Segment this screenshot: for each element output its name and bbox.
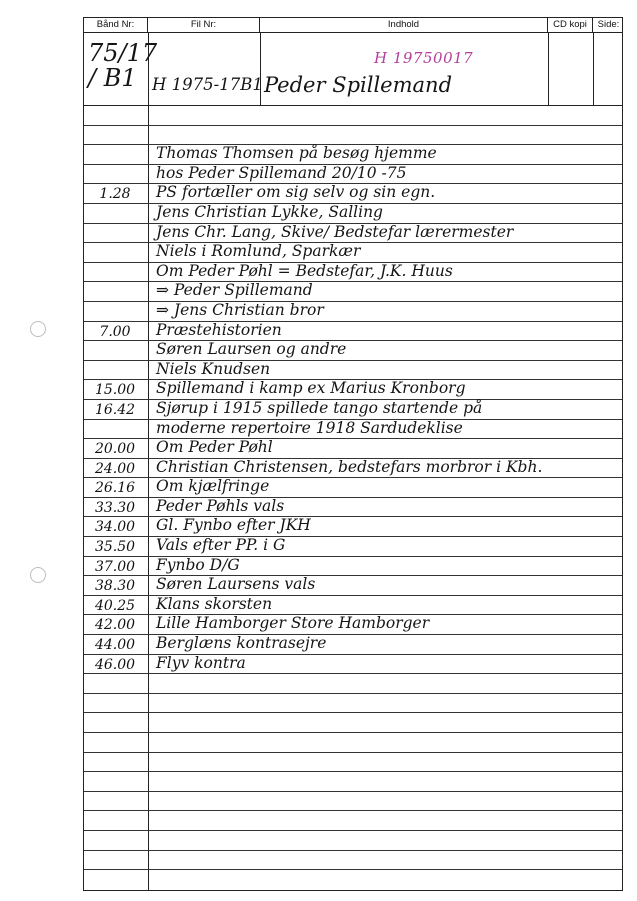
- entry-title: Peder Spillemand: [264, 73, 453, 97]
- table-row: [84, 851, 622, 871]
- row-text: Christian Christensen, bedstefars morbror i Kbh.: [156, 457, 543, 476]
- row-text: Vals efter PP. i G: [156, 536, 286, 555]
- row-time: 46.00: [94, 656, 136, 673]
- table-row: [84, 655, 622, 675]
- row-text: ⇒ Jens Christian bror: [156, 300, 324, 319]
- row-text: Sjørup i 1915 spillede tango startende på: [156, 398, 483, 417]
- row-time: 15.00: [94, 382, 136, 399]
- table-row: [84, 694, 622, 714]
- header-indhold: Indhold: [260, 18, 548, 32]
- row-text: Fynbo D/G: [156, 555, 240, 574]
- table-row: [84, 713, 622, 733]
- row-time: 37.00: [94, 558, 136, 575]
- table-row: [84, 674, 622, 694]
- row-text: Spillemand i kamp ex Marius Kronborg: [156, 379, 466, 398]
- row-text: Flyv kontra: [156, 653, 246, 672]
- row-text: Præstehistorien: [156, 320, 282, 339]
- row-time: 38.30: [94, 578, 136, 595]
- row-time: 34.00: [94, 519, 136, 536]
- row-text: Om Peder Pøhl = Bedstefar, J.K. Huus: [156, 261, 453, 280]
- row-time: 33.30: [94, 499, 136, 516]
- row-time: 44.00: [94, 637, 136, 654]
- entry-stamp: H 19750017: [374, 49, 474, 67]
- row-text: Berglæns kontrasejre: [156, 634, 327, 653]
- header-cd-kopi: CD kopi: [548, 18, 593, 32]
- table-row: [84, 870, 622, 890]
- row-text: ⇒ Peder Spillemand: [156, 281, 313, 300]
- row-text: Søren Laursens vals: [156, 575, 316, 594]
- table-row: [84, 753, 622, 773]
- row-time: 24.00: [94, 460, 136, 477]
- row-time: 42.00: [94, 617, 136, 634]
- table-row: [84, 811, 622, 831]
- row-time: 7.00: [99, 323, 131, 340]
- row-text: Søren Laursen og andre: [156, 340, 347, 359]
- punch-hole-top: [30, 321, 46, 337]
- row-text: Om Peder Pøhl: [156, 438, 273, 457]
- content-rows: [84, 106, 622, 890]
- table-header: [84, 18, 622, 33]
- row-text: Niels i Romlund, Sparkær: [156, 242, 361, 261]
- log-sheet: [83, 17, 623, 891]
- row-text: Thomas Thomsen på besøg hjemme: [156, 144, 437, 163]
- punch-hole-bottom: [30, 567, 46, 583]
- entry-fil-nr: H 1975-17B1: [152, 75, 263, 94]
- entry-row: [84, 33, 622, 106]
- row-text: moderne repertoire 1918 Sardudeklise: [156, 418, 463, 437]
- row-text: PS fortæller om sig selv og sin egn.: [156, 183, 436, 202]
- row-time: 20.00: [94, 441, 136, 458]
- row-time: 40.25: [94, 597, 136, 614]
- table-row: [84, 772, 622, 792]
- row-text: Peder Pøhls vals: [156, 496, 285, 515]
- row-text: Om kjælfringe: [156, 477, 270, 496]
- row-text: Niels Knudsen: [156, 359, 271, 378]
- table-row: [84, 106, 622, 126]
- row-text: Jens Christian Lykke, Salling: [156, 202, 383, 221]
- header-fil-nr: Fil Nr:: [148, 18, 260, 32]
- entry-band-nr: 75/17 / B1: [88, 39, 158, 92]
- row-text: Gl. Fynbo efter JKH: [156, 516, 311, 535]
- table-row: [84, 733, 622, 753]
- row-time: 1.28: [99, 186, 131, 203]
- table-row: [84, 831, 622, 851]
- header-band-nr: Bånd Nr:: [84, 18, 148, 32]
- header-side: Side:: [597, 19, 620, 30]
- row-text: hos Peder Spillemand 20/10 -75: [156, 163, 407, 182]
- row-time: 26.16: [94, 480, 136, 497]
- row-time: 16.42: [94, 401, 136, 418]
- table-row: [84, 792, 622, 812]
- row-text: Jens Chr. Lang, Skive/ Bedstefar lærermester: [156, 222, 514, 241]
- row-text: Klans skorsten: [156, 594, 273, 613]
- row-time: 35.50: [94, 539, 136, 556]
- row-text: Lille Hamborger Store Hamborger: [156, 614, 430, 633]
